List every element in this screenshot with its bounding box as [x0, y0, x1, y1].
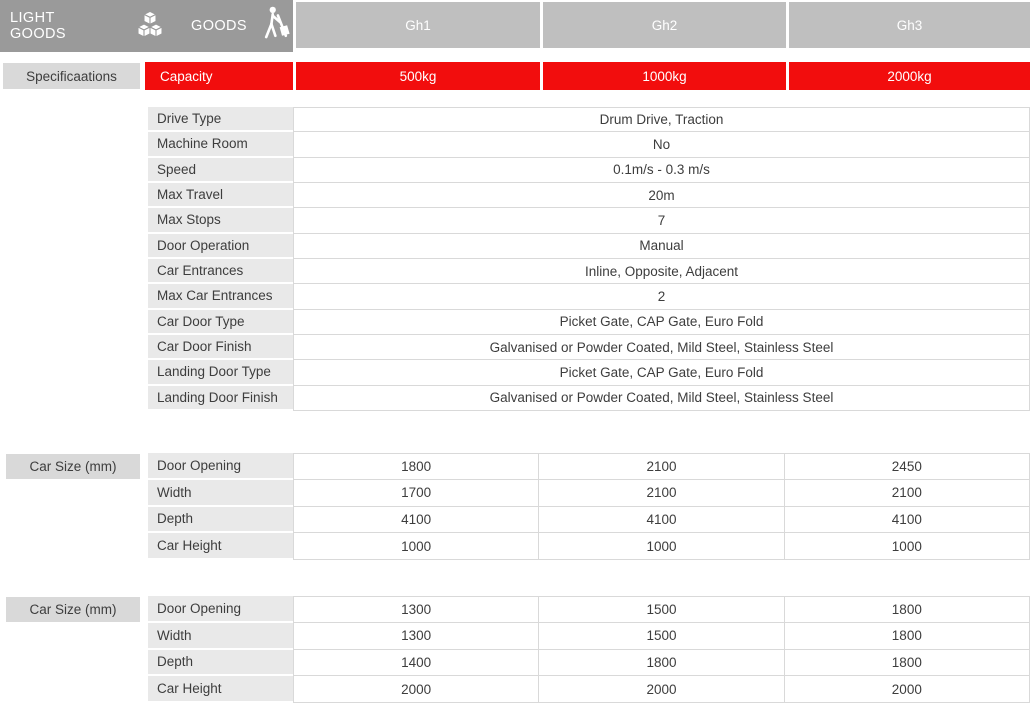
size-row-value-gh3: 1000	[784, 533, 1029, 559]
size-row-value-gh2: 4100	[538, 507, 783, 533]
size-row-value-wrap	[293, 480, 1030, 507]
spec-row-label: Car Door Finish	[148, 335, 293, 360]
size-row-value-gh2: 1800	[538, 650, 783, 676]
size-row-label: Depth	[148, 650, 293, 677]
spec-row-value-wrap	[293, 107, 1030, 132]
spec-row	[148, 284, 1030, 309]
spec-row-label: Landing Door Type	[148, 360, 293, 385]
spec-row-value: Galvanised or Powder Coated, Mild Steel, Stainless Steel	[489, 390, 834, 406]
size-row-label: Depth	[148, 507, 293, 534]
spec-row	[148, 360, 1030, 385]
size-row-value-gh3: 4100	[784, 507, 1029, 533]
spec-row-value: Inline, Opposite, Adjacent	[584, 263, 739, 279]
size-row	[148, 596, 1030, 623]
spec-row	[148, 208, 1030, 233]
spec-row-value-wrap	[293, 386, 1030, 411]
size-row-value-gh2: 2100	[538, 480, 783, 506]
spec-row-label: Max Stops	[148, 208, 293, 233]
spec-row-label: Landing Door Finish	[148, 386, 293, 411]
spec-row-value: Manual	[639, 238, 684, 254]
spec-row-value: 20m	[648, 187, 675, 203]
size-row-value-gh3: 2000	[784, 676, 1029, 702]
size-row	[148, 623, 1030, 650]
size-row-value-gh3: 2450	[784, 454, 1029, 479]
size-row-value-gh3: 2100	[784, 480, 1029, 506]
size-row	[148, 453, 1030, 480]
size-row-value-wrap	[293, 507, 1030, 534]
size-row-value-gh2: 2000	[538, 676, 783, 702]
boxes-icon	[135, 10, 165, 43]
size-row-label: Car Height	[148, 676, 293, 703]
size-row-value-gh1: 1700	[401, 485, 432, 501]
header-band	[0, 0, 293, 52]
person-trolley-icon	[259, 5, 293, 48]
spec-row-label: Drive Type	[148, 107, 293, 132]
column-header-gh1: Gh1	[296, 2, 540, 48]
size-row-label: Width	[148, 480, 293, 507]
size-row-value-wrap	[293, 650, 1030, 677]
spec-row	[148, 335, 1030, 360]
spec-row-value: Galvanised or Powder Coated, Mild Steel, Stainless Steel	[489, 339, 834, 355]
spec-row-value: Drum Drive, Traction	[599, 112, 724, 128]
spec-row-value-wrap	[293, 234, 1030, 259]
size-row-value-gh2: 1500	[538, 597, 783, 622]
size-row-label: Door Opening	[148, 596, 293, 623]
size-row-value-wrap	[293, 623, 1030, 650]
capacity-value-gh1: 500kg	[296, 62, 540, 90]
car-size-table-1	[148, 453, 1030, 560]
spec-row-value: 2	[657, 288, 666, 304]
size-row-value-gh1: 1400	[401, 654, 432, 670]
spec-row-value-wrap	[293, 183, 1030, 208]
size-row-value-wrap	[293, 596, 1030, 623]
section-label-specifications: Specificaations	[3, 63, 140, 89]
size-row-value-gh2: 2100	[538, 454, 783, 479]
spec-row-label: Door Operation	[148, 234, 293, 259]
spec-row	[148, 386, 1030, 411]
size-row-value-gh3: 1800	[784, 597, 1029, 622]
spec-row	[148, 259, 1030, 284]
size-row-value-wrap	[293, 533, 1030, 560]
spec-row-value: 7	[657, 212, 666, 228]
size-row-value-gh1: 4100	[401, 511, 432, 527]
spec-row-label: Car Entrances	[148, 259, 293, 284]
spec-row-label: Machine Room	[148, 132, 293, 157]
size-row-value-gh2: 1500	[538, 623, 783, 649]
spec-row-value-wrap	[293, 132, 1030, 157]
capacity-row-label: Capacity	[145, 62, 293, 90]
spec-row-value: Picket Gate, CAP Gate, Euro Fold	[559, 314, 764, 330]
car-size-table-2	[148, 596, 1030, 703]
size-row-value-gh1: 1800	[401, 458, 432, 474]
size-row-value-wrap	[293, 676, 1030, 703]
spec-row	[148, 310, 1030, 335]
capacity-value-gh2: 1000kg	[543, 62, 786, 90]
size-row-value-gh1: 1300	[401, 628, 432, 644]
section-label-car-size-2: Car Size (mm)	[6, 597, 140, 622]
spec-row	[148, 234, 1030, 259]
spec-row-value: Picket Gate, CAP Gate, Euro Fold	[559, 364, 764, 380]
capacity-value-gh3: 2000kg	[789, 62, 1030, 90]
size-row-value-gh2: 1000	[538, 533, 783, 559]
spec-row-label: Speed	[148, 158, 293, 183]
size-row-label: Width	[148, 623, 293, 650]
size-row-label: Door Opening	[148, 453, 293, 480]
spec-row	[148, 107, 1030, 132]
size-row-value-wrap	[293, 453, 1030, 480]
size-row	[148, 507, 1030, 534]
size-row-value-gh1: 1000	[401, 538, 432, 554]
specifications-table	[148, 107, 1030, 411]
light-goods-title: LIGHT GOODS	[10, 10, 66, 42]
spec-row	[148, 183, 1030, 208]
column-header-gh3: Gh3	[789, 2, 1030, 48]
size-row-value-gh3: 1800	[784, 623, 1029, 649]
size-row	[148, 480, 1030, 507]
size-row	[148, 533, 1030, 560]
column-header-gh2: Gh2	[543, 2, 786, 48]
spec-row-value-wrap	[293, 335, 1030, 360]
spec-row-value: No	[652, 136, 671, 152]
spec-row-value-wrap	[293, 360, 1030, 385]
size-row	[148, 650, 1030, 677]
spec-row	[148, 158, 1030, 183]
spec-row-value-wrap	[293, 259, 1030, 284]
size-row-label: Car Height	[148, 533, 293, 560]
spec-row-value: 0.1m/s - 0.3 m/s	[613, 162, 710, 178]
spec-row-value-wrap	[293, 284, 1030, 309]
size-row-value-gh3: 1800	[784, 650, 1029, 676]
spec-row-value-wrap	[293, 158, 1030, 183]
size-row	[148, 676, 1030, 703]
spec-row-label: Max Car Entrances	[148, 284, 293, 309]
spec-row	[148, 132, 1030, 157]
spec-row-value-wrap	[293, 310, 1030, 335]
goods-title: GOODS	[191, 18, 247, 34]
size-row-value-gh1: 1300	[401, 601, 432, 617]
spec-row-label: Max Travel	[148, 183, 293, 208]
spec-row-value-wrap	[293, 208, 1030, 233]
size-row-value-gh1: 2000	[401, 681, 432, 697]
section-label-car-size-1: Car Size (mm)	[6, 454, 140, 479]
spec-row-label: Car Door Type	[148, 310, 293, 335]
